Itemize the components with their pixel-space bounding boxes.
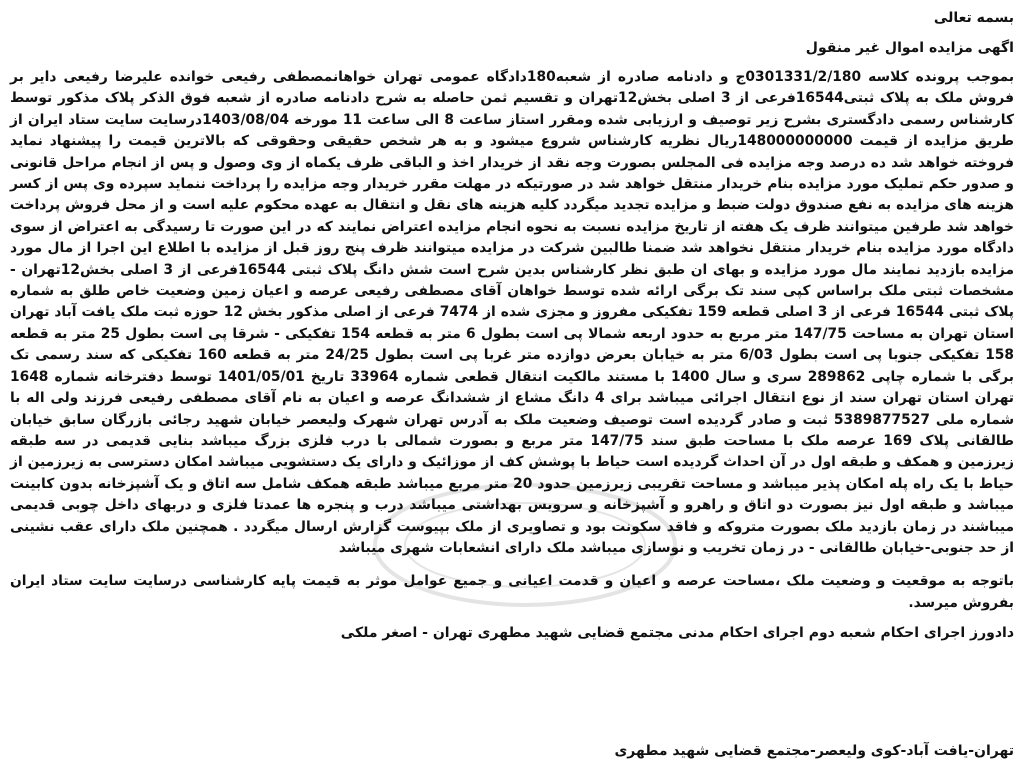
auction-details-paragraph: بموجب پرونده کلاسه 0301331/2/180ج و دادنامه صادره از شعبه180دادگاه عمومی تهران خواهانمصطفی رفیعی خوانده علیرضا رفیعی دایر بر فروش ملک به پلاک ثبتی16544فرعی از 3 اصلی بخش12تهران و تقسیم ثمن حاصله به شرح دادنامه صادره از شعبه فوق الذکر پلاک مذکور توسط کارشناس رسمی دادگستری بشرح زیر توصیف و ارزیابی شده ومقرر استاز ساعت 8 الی ساعت 11 مورخه 1403/08/04درسایت سایت ستاد ایران از طریق مزایده از قیمت 148000000000ریال نظریه کارشناس شروع میشود و به هر شخص حقیقی وحقوقی که بالاترین قیمت را پیشنهاد نماید فروخته خواهد شد ده درصد وجه مزایده فی المجلس بصورت وجه نقد از خریدار اخذ و الباقی ظرف یکماه از وی وصول و پس از انجام مراحل قانونی و صدور حکم تملیک مورد مزایده بنام خریدار منتقل خواهد شد در صورتیکه در مهلت مقرر خریدار وجه مزایده را پرداخت ننماید سپرده وی پس از کسر هزینه های مزایده به نفع صندوق دولت ضبط و مزایده تجدید میگردد کلیه هزینه های نقل و انتقال به عهده محکوم علیه است و از محل فروش پرداخت خواهد شد طرفین میتوانند ظرف یک هفته از تاریخ مزایده نسبت به نحوه انجام مزایده اعتراض نمایند که در این صورت تا رسیدگی به اعتراض از سوی دادگاه مورد مزایده بنام خریدار منتقل نخواهد شد ضمنا طالبین شرکت در مزایده میتوانند ظرف پنج روز قبل از مزایده با اطلاع این اجرا از مال مورد مزایده بازدید نمایند مال مورد مزایده و بهای ان طبق نظر کارشناس بدین شرح است شش دانگ پلاک ثبتی 16544فرعی از 3 اصلی بخش12تهران - مشخصات ثبتی ملک براساس کپی سند تک برگی ارائه شده توسط خواهان آقای مصطفی رفیعی عرصه و اعیان زمین وضعیت خاص طلق به شماره پلاک ثبتی 16544 فرعی از 3 اصلی قطعه 159 تفکیکی مفروز و مجزی شده از 7474 فرعی از اصلی مذکور بخش 12 حوزه ثبت ملک یافت آباد تهران استان تهران به مساحت 147/75 متر مربع به حدود اربعه شمالا پی است بطول 6 متر به قطعه 154 تفکیکی - شرقا پی است بطول 25 متر به قطعه 158 تفکیکی جنوبا پی است بطول 6/03 متر به خیابان بعرض دوازده متر غربا پی است بطول 24/25 متر به قطعه 160 تفکیکی که سند رسمی تک برگی با شماره چاپی 289862 سری و سال 1400 با مستند مالکیت انتقال قطعی شماره 33964 تاریخ 1401/05/01 توسط دفترخانه شماره 1648 تهران استان تهران سند از نوع انتقال اجرائی میباشد برای 4 دانگ مشاع از ششدانگ عرصه و اعیان به نام آقای مصطفی رفیعی فرزند ولی اله با شماره ملی 5389877527 ثبت و صادر گردیده است توصیف وضعیت ملک به آدرس تهران شهرک ولیعصر خیابان شهید رجائی بازرگان سابق خیابان طالقانی پلاک 169 عرصه ملک با مساحت طبق سند 147/75 متر مربع و بصورت شمالی با درب فلزی بزرگ میباشد بنایی قدیمی در سه طبقه زیرزمین و همکف و طبقه اول در آن احداث گردیده است حیاط با پوشش کف از موزائیک و دارای یک دستشویی میباشد امکان دسترسی به زیرزمین از حیاط با یک راه پله امکان پذیر میباشد و مساحت تقریبی زیرزمین حدود 20 متر مربع میباشد طبقه همکف شامل سه اتاق و یک آشپزخانه بدون کابینت میباشد و طبقه اول نیز بصورت دو اتاق و راهرو و آشپزخانه و سرویس بهداشتی میباشد درب و پنجره ها عمدتا فلزی و دربهای داخل چوبی قدیمی میباشند در زمان بازدید ملک بصورت متروکه و فاقد سکونت بود و تصاویری از ملک بپیوست گزارش ارسال میگردد . همچنین ملک دارای عقب نشینی از حد جنوبی-خیابان طالقانی - در زمان تخریب و نوسازی میباشد ملک دارای انشعابات شهری میباشد [10,69,1015,556]
auction-title: اگهی مزایده اموال غیر منقول [805,40,1014,56]
basmala-heading: بسمه تعالی [933,10,1014,26]
office-address: تهران-یافت آباد-کوی ولیعصر-مجتمع قضایی شهید مطهری [614,743,1014,759]
officer-signature-line: دادورز اجرای احکام شعبه دوم اجرای احکام مدنی مجتمع قضایی شهید مطهری تهران - اصغر ملکی [340,625,1014,642]
sale-basis-paragraph: باتوجه به موقعیت و وضعیت ملک ،مساحت عرصه و اعیان و قدمت اعیانی و جمیع عوامل موثر به قیمت پایه کارشناسی درسایت سایت ستاد ایران بفروش میرسد. [10,573,1014,611]
